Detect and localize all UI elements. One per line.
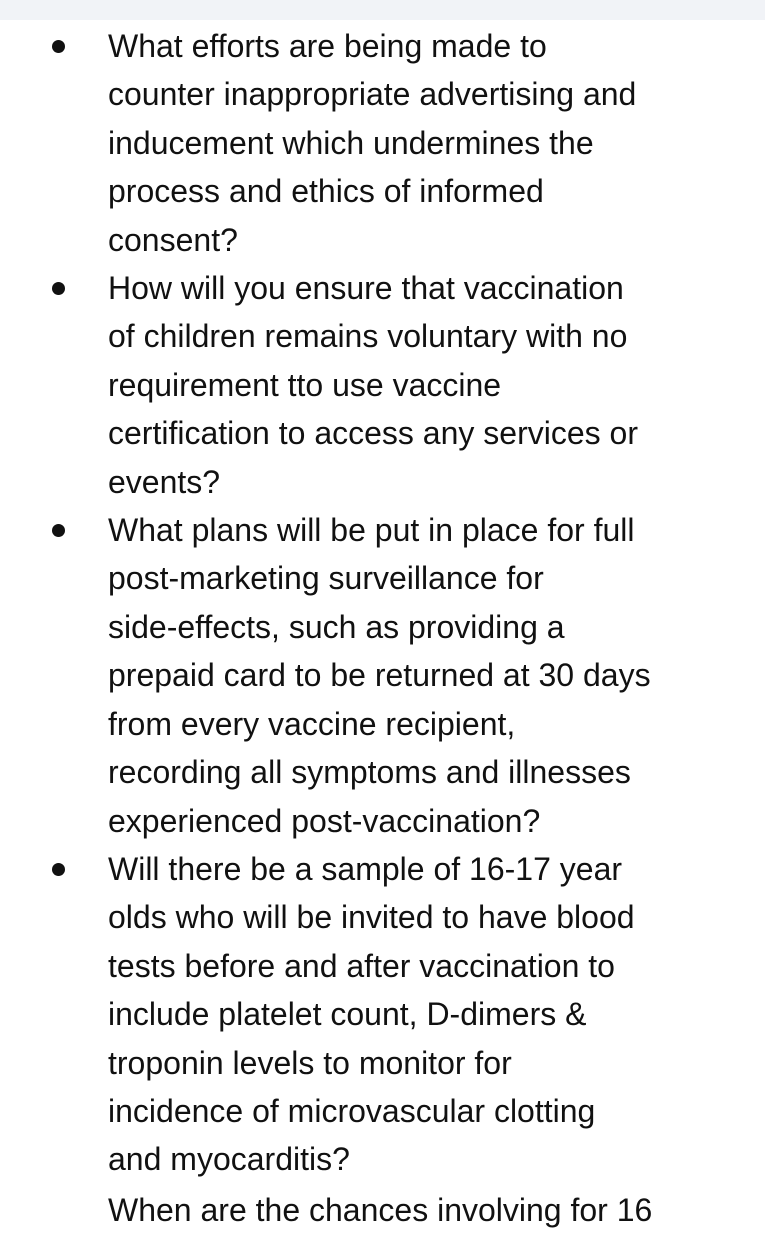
text-line: tests before and after vaccination to — [108, 947, 615, 984]
text-line: from every vaccine recipient, — [108, 705, 516, 742]
cut-off-text-line: When are the chances involving for 16 — [108, 1192, 653, 1228]
bullet-text — [108, 264, 745, 506]
bullet-item — [0, 264, 765, 506]
text-line: experienced post-vaccination? — [108, 802, 541, 839]
bullet-item — [0, 22, 765, 264]
text-line: of children remains voluntary with no — [108, 318, 628, 355]
text-line: What efforts are being made to — [108, 28, 547, 64]
text-line: side-effects, such as providing a — [108, 608, 565, 645]
text-line: troponin levels to monitor for — [108, 1044, 512, 1081]
text-line: events? — [108, 463, 221, 500]
text-line: How will you ensure that vaccination — [108, 270, 624, 307]
text-line: and myocarditis? — [108, 1141, 350, 1178]
bullet-text — [108, 845, 745, 1184]
text-line: recording all symptoms and illnesses — [108, 754, 631, 791]
bullet-dot-icon — [52, 863, 65, 876]
bullet-text — [108, 22, 745, 264]
bullet-list — [0, 22, 765, 1184]
text-line: inducement which undermines the — [108, 124, 594, 161]
text-line: consent? — [108, 221, 238, 258]
bullet-item — [0, 506, 765, 845]
bullet-dot-icon — [52, 524, 65, 537]
text-line: olds who will be invited to have blood — [108, 899, 635, 936]
text-line: incidence of microvascular clotting — [108, 1092, 596, 1129]
bullet-item — [0, 845, 765, 1184]
bullet-dot-icon — [52, 40, 65, 53]
bullet-text — [108, 506, 745, 845]
top-strip — [0, 0, 765, 20]
text-line: counter inappropriate advertising and — [108, 76, 637, 113]
text-line: include platelet count, D-dimers & — [108, 996, 587, 1033]
bullet-dot-icon — [52, 282, 65, 295]
text-line: certification to access any services or — [108, 415, 638, 452]
text-line: Will there be a sample of 16-17 year — [108, 850, 623, 887]
text-line: requirement tto use vaccine — [108, 366, 502, 403]
text-line: What plans will be put in place for full — [108, 512, 635, 549]
text-line: process and ethics of informed — [108, 173, 544, 210]
text-line: post-marketing surveillance for — [108, 560, 544, 597]
text-line: prepaid card to be returned at 30 days — [108, 657, 651, 694]
